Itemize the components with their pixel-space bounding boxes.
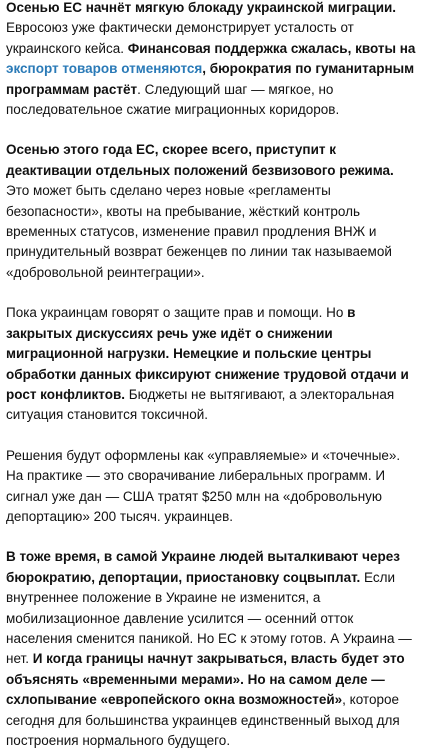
text-span: Бюджеты не вытягивают, а электоральная ситуация становится токсичной.: [6, 386, 395, 423]
text-span: Евросоюз уже фактически демонстрирует усталость от украинского кейса.: [6, 20, 354, 56]
text-span: Если внутреннее положение в Украине не изменится, а мобилизационное давление усилится — осенний отток населения сменится паникой. Но ЕС к этому готов. А Украина — нет.: [6, 569, 412, 667]
paragraph-4: [6, 446, 418, 528]
text-span: , бюрократия по гуманитарным программам растёт: [6, 61, 415, 97]
text-span: , которое сегодня для большинства украинцев единственный выход для построения нормального будущего.: [6, 692, 400, 748]
text-span: Это может быть сделано через новые «регламенты безопасности», квоты на пребывание, жёсткий контроль временных статусов, изменение правил продления ВНЖ и принудительный возврат беженцев по линии так называемой «добровольной реинтеграции».: [6, 183, 392, 280]
text-span: В тоже время, в самой Украине людей выталкивают через бюрократию, депортации, приостановку соцвыплат.: [6, 549, 400, 585]
text-span: И когда границы начнут закрываться, власть будет это объяснять «временными мерами». Но на самом деле — схлопывание «европейского окна возможностей»: [6, 651, 405, 708]
text-span: Финансовая поддержка сжалась, квоты на: [127, 40, 416, 56]
text-span: в закрытых дискуссиях речь уже идёт о снижении миграционной нагрузки. Немецкие и польские центры обработки данных фиксируют снижение трудовой отдачи и рост конфликтов.: [6, 305, 409, 402]
export-link[interactable]: экспорт товаров отменяются: [6, 61, 203, 77]
text-span: Решения будут оформлены как «управляемые» и «точечные». На практике — это сворачивание либеральных программ. И сигнал уже дан — США тратят $250 млн на «добровольную депортацию» 200 тысяч. украинцев.: [6, 447, 401, 524]
paragraph-3: [6, 303, 418, 425]
text-span: Пока украинцам говорят о защите прав и помощи. Но: [6, 305, 348, 321]
text-span: Осенью ЕС начнёт мягкую блокаду украинской миграции.: [6, 0, 397, 15]
text-span: . Следующий шаг — мягкое, но последовательное сжатие миграционных коридоров.: [6, 81, 340, 118]
paragraph-1: [6, 0, 418, 120]
paragraph-2: [6, 140, 418, 283]
text-span: Осенью этого года ЕС, скорее всего, приступит к деактивации отдельных положений безвизового режима.: [6, 142, 394, 178]
paragraph-5: [6, 547, 418, 751]
